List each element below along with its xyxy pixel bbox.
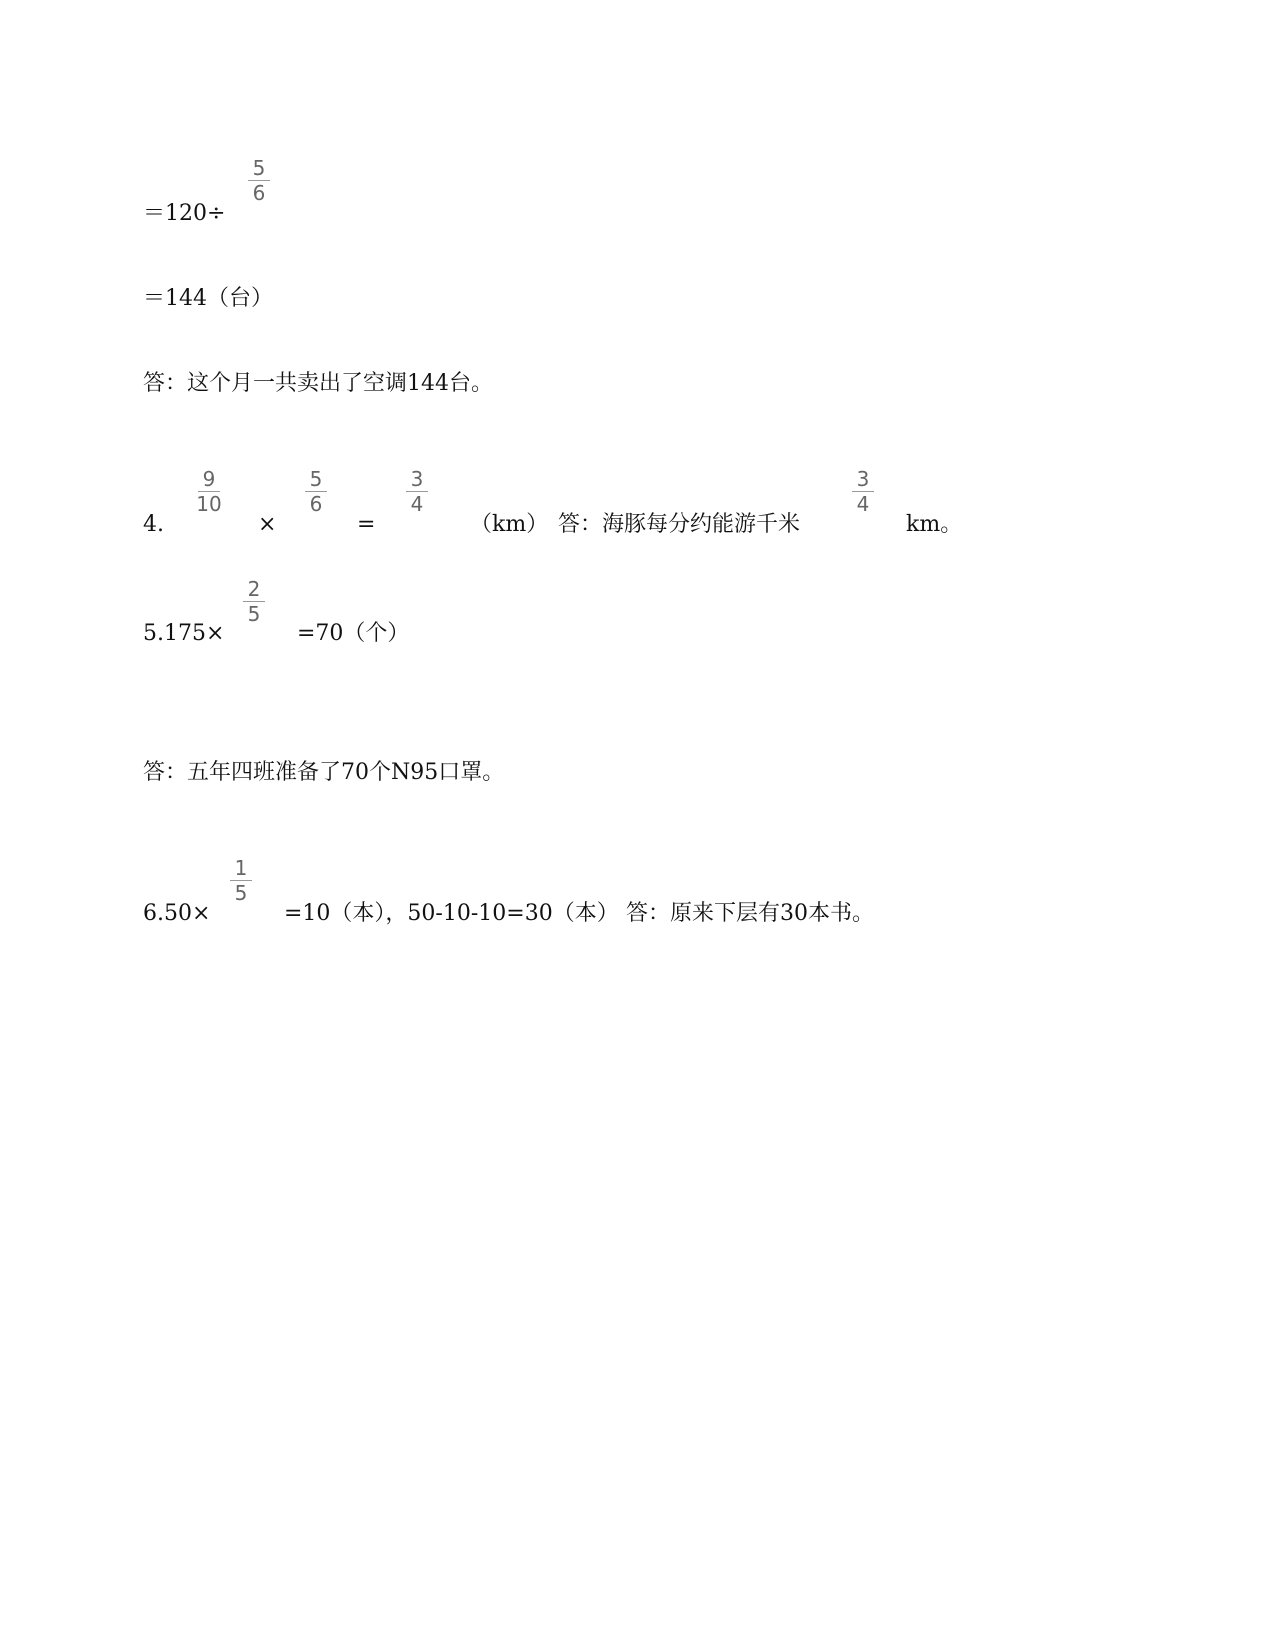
fraction-five-sixths [239,156,279,205]
fraction-two-fifths [234,577,274,626]
fraction-numerator: 1 [234,856,248,880]
problem-6-expression: 6.50× [143,901,211,926]
answer-books: 答：原来下层有30本书。 [626,901,874,926]
fraction-denominator: 6 [309,492,323,516]
fraction-numerator: 2 [247,577,261,601]
fraction-three-quarters-b [843,467,883,516]
unit-km: （km） [470,512,549,537]
fraction-denominator: 5 [247,602,261,626]
equals-sign: = [357,512,376,537]
fraction-numerator: 5 [309,467,323,491]
answer-masks: 答：五年四班准备了70个N95口罩。 [143,760,505,785]
fraction-numerator: 3 [410,467,424,491]
fraction-denominator: 4 [856,492,870,516]
fraction-numerator: 5 [252,156,266,180]
problem-6-result: =10（本），50-10-10=30（本） [284,901,619,926]
unit-km-end: km。 [906,512,963,537]
fraction-denominator: 5 [234,881,248,905]
fraction-denominator: 10 [196,492,222,516]
fraction-five-sixths-b [296,467,336,516]
fraction-three-quarters [397,467,437,516]
answer-dolphin-speed: 答：海豚每分约能游千米 [558,512,801,537]
problem-4-number: 4. [143,512,164,537]
fraction-one-fifth [221,856,261,905]
fraction-denominator: 4 [410,492,424,516]
times-sign: × [258,512,277,537]
problem-5-expression: 5.175× [143,621,225,646]
fraction-nine-tenths [189,467,229,516]
fraction-numerator: 9 [202,467,216,491]
equation-step-120-div: ＝120÷ [143,201,226,226]
answer-air-conditioners: 答：这个月一共卖出了空调144台。 [143,371,493,396]
problem-5-result: =70（个） [297,621,410,646]
equation-result-144: ＝144（台） [143,286,273,311]
fraction-numerator: 3 [856,467,870,491]
fraction-denominator: 6 [252,181,266,205]
